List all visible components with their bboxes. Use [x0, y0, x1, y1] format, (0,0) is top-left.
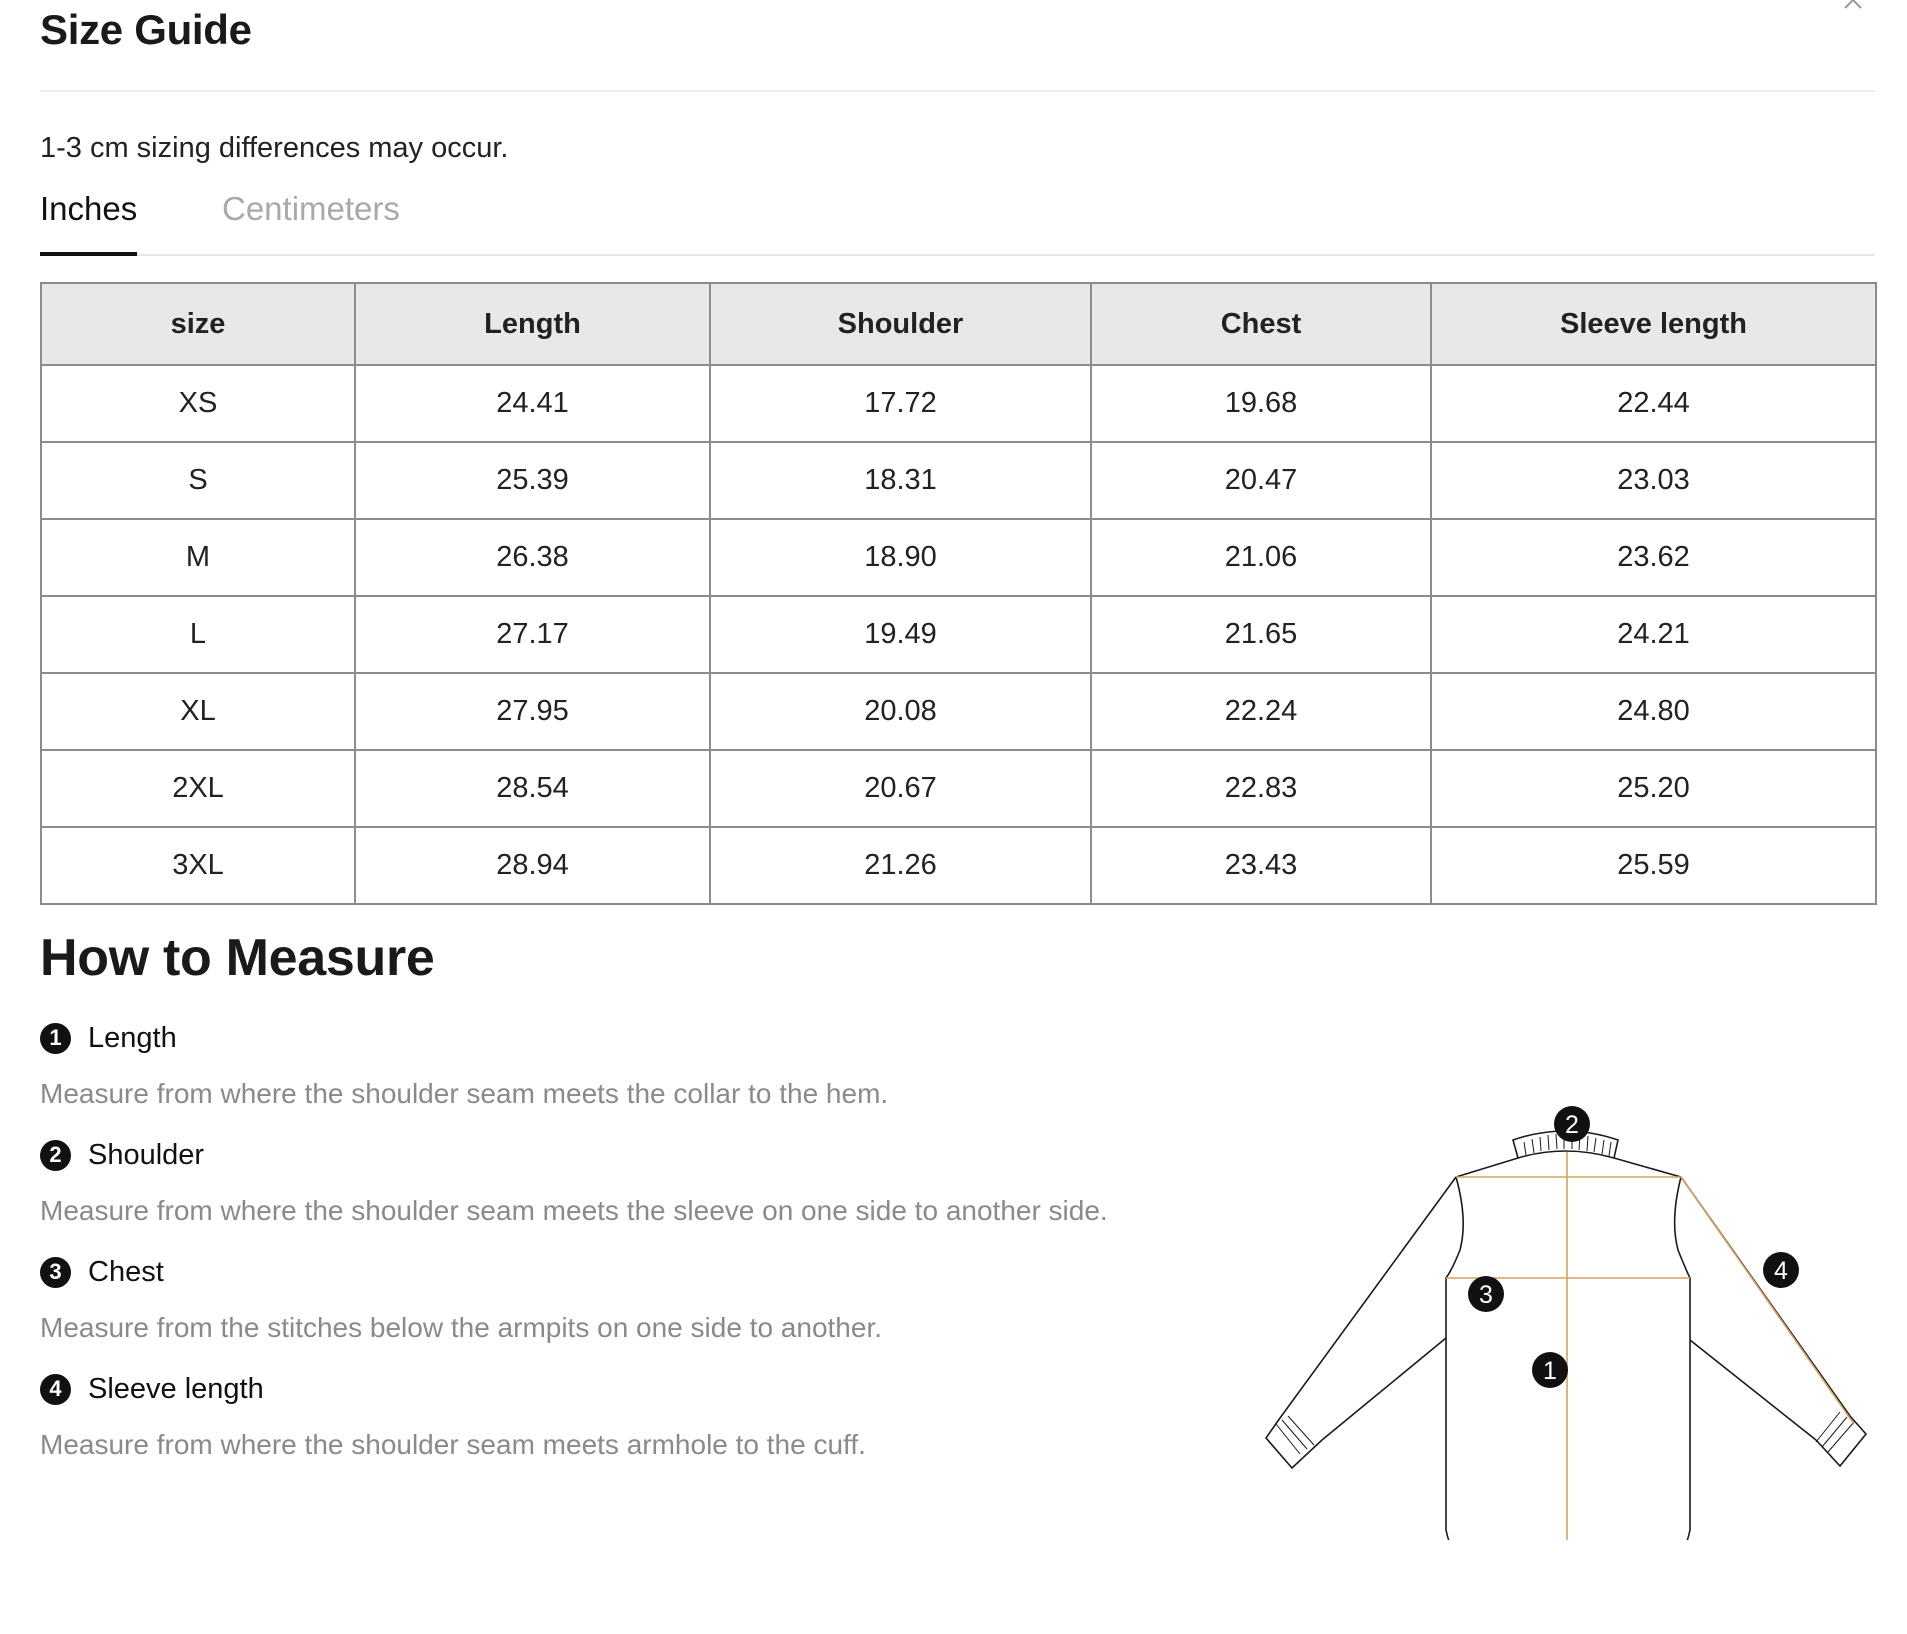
- cell-chest: 19.68: [1091, 365, 1431, 442]
- cell-length: 28.94: [355, 827, 710, 904]
- header-shoulder: Shoulder: [710, 283, 1091, 365]
- diagram-marker-1: [1532, 1352, 1568, 1388]
- cell-chest: 21.06: [1091, 519, 1431, 596]
- sweater-outline: [1266, 1131, 1866, 1540]
- step-label: Chest: [88, 1255, 164, 1288]
- size-table: [40, 282, 1877, 905]
- cell-length: 24.41: [355, 365, 710, 442]
- cell-length: 25.39: [355, 442, 710, 519]
- step-label: Length: [88, 1021, 177, 1054]
- table-header-row: [41, 283, 1876, 365]
- how-to-measure-title: How to Measure: [40, 929, 435, 987]
- cell-length: 27.17: [355, 596, 710, 673]
- cell-size: XS: [41, 365, 355, 442]
- cell-length: 28.54: [355, 750, 710, 827]
- cell-shoulder: 18.31: [710, 442, 1091, 519]
- cell-chest: 22.24: [1091, 673, 1431, 750]
- close-icon[interactable]: [1839, 0, 1867, 14]
- sweater-measurement-diagram: [1230, 1100, 1870, 1540]
- cell-sleeve-length: 23.03: [1431, 442, 1876, 519]
- table-row: [41, 442, 1876, 519]
- measure-step-chest: [40, 1252, 1220, 1344]
- cell-chest: 23.43: [1091, 827, 1431, 904]
- cell-shoulder: 17.72: [710, 365, 1091, 442]
- cell-sleeve-length: 23.62: [1431, 519, 1876, 596]
- table-row: [41, 673, 1876, 750]
- number-1-icon: 1: [40, 1023, 71, 1054]
- modal-title: Size Guide: [40, 6, 252, 53]
- measure-step-shoulder: [40, 1135, 1220, 1227]
- marker-4-label: 4: [1774, 1257, 1788, 1285]
- header-size: size: [41, 283, 355, 365]
- number-2-icon: 2: [40, 1140, 71, 1171]
- tab-centimeters[interactable]: Centimeters: [222, 190, 400, 227]
- cell-length: 27.95: [355, 673, 710, 750]
- cell-size: L: [41, 596, 355, 673]
- cell-chest: 21.65: [1091, 596, 1431, 673]
- header-length: Length: [355, 283, 710, 365]
- step-description: Measure from the stitches below the armpits on one side to another.: [40, 1312, 883, 1343]
- measure-step-sleeve-length: [40, 1369, 1220, 1461]
- table-row: [41, 519, 1876, 596]
- cell-size: XL: [41, 673, 355, 750]
- step-label: Shoulder: [88, 1138, 205, 1171]
- table-row: [41, 596, 1876, 673]
- cell-chest: 22.83: [1091, 750, 1431, 827]
- step-description: Measure from where the shoulder seam meets the sleeve on one side to another side.: [40, 1195, 1108, 1226]
- table-row: [41, 365, 1876, 442]
- diagram-marker-3: [1468, 1276, 1504, 1312]
- cell-sleeve-length: 24.21: [1431, 596, 1876, 673]
- step-description: Measure from where the shoulder seam meets the collar to the hem.: [40, 1078, 889, 1109]
- sleeve-measure-line: [1681, 1177, 1854, 1424]
- cell-size: 3XL: [41, 827, 355, 904]
- unit-tabs: [40, 190, 1875, 256]
- cell-shoulder: 18.90: [710, 519, 1091, 596]
- cell-shoulder: 20.67: [710, 750, 1091, 827]
- cell-length: 26.38: [355, 519, 710, 596]
- measure-step-length: [40, 1018, 1220, 1110]
- header-chest: Chest: [1091, 283, 1431, 365]
- cell-size: 2XL: [41, 750, 355, 827]
- measurement-lines: [1446, 1152, 1854, 1540]
- cell-sleeve-length: 24.80: [1431, 673, 1876, 750]
- cell-chest: 20.47: [1091, 442, 1431, 519]
- cell-sleeve-length: 25.59: [1431, 827, 1876, 904]
- sizing-note: 1-3 cm sizing differences may occur.: [40, 132, 509, 164]
- marker-2-label: 2: [1565, 1111, 1579, 1139]
- step-label: Sleeve length: [88, 1372, 264, 1405]
- cell-shoulder: 20.08: [710, 673, 1091, 750]
- number-3-icon: 3: [40, 1257, 71, 1288]
- diagram-marker-2: [1554, 1106, 1590, 1142]
- table-row: [41, 827, 1876, 904]
- tab-inches[interactable]: Inches: [40, 190, 137, 252]
- cell-size: S: [41, 442, 355, 519]
- diagram-marker-4: [1763, 1252, 1799, 1288]
- cell-shoulder: 19.49: [710, 596, 1091, 673]
- cell-sleeve-length: 25.20: [1431, 750, 1876, 827]
- number-4-icon: 4: [40, 1374, 71, 1405]
- header-sleeve-length: Sleeve length: [1431, 283, 1876, 365]
- cell-size: M: [41, 519, 355, 596]
- marker-3-label: 3: [1479, 1281, 1493, 1309]
- table-row: [41, 750, 1876, 827]
- title-divider: [40, 90, 1875, 92]
- marker-1-label: 1: [1543, 1357, 1557, 1385]
- cell-sleeve-length: 22.44: [1431, 365, 1876, 442]
- step-description: Measure from where the shoulder seam meets armhole to the cuff.: [40, 1429, 866, 1460]
- cell-shoulder: 21.26: [710, 827, 1091, 904]
- rib-texture: [1276, 1134, 1854, 1540]
